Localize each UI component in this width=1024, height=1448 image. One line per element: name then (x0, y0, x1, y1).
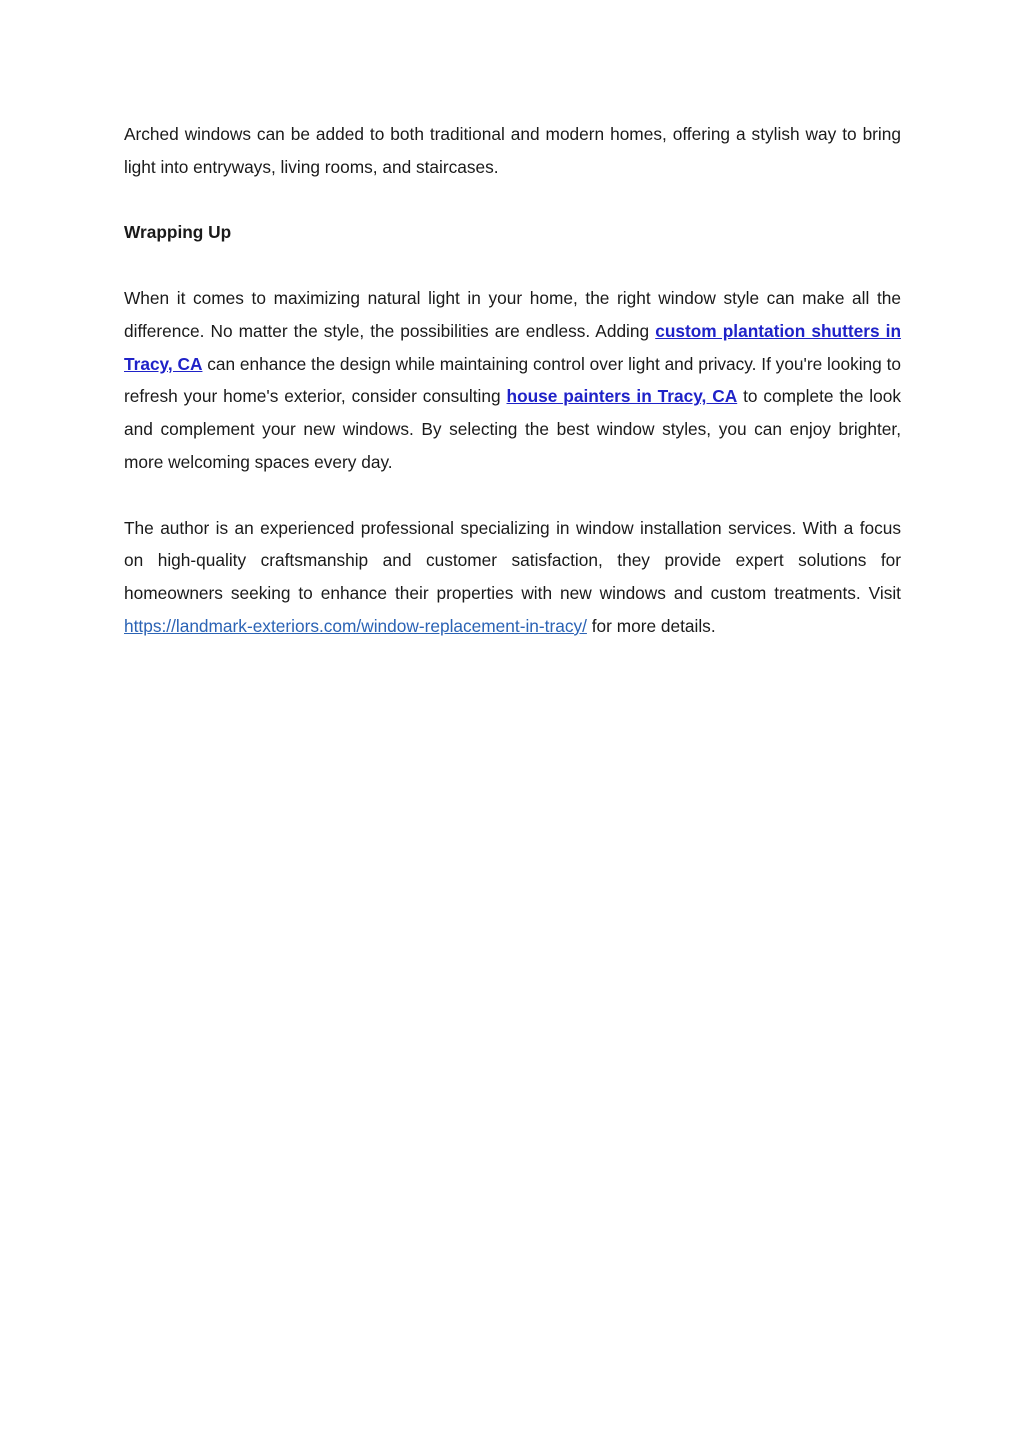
plantation-shutters-link[interactable]: custom plantation shutters in Tracy, CA (124, 320, 901, 374)
author-paragraph (124, 512, 901, 643)
conclusion-text-3: to complete the look and complement your new windows. By selecting the best window styles, you can enjoy brighter, more welcoming spaces every day. (124, 386, 901, 472)
author-text-1: The author is an experienced professional specializing in window installation services. With a focus on high-quality craftsmanship and customer satisfaction, they provide expert solutions for homeowners seeking to enhance their properties with new windows and custom treatments. Visit (124, 517, 901, 604)
conclusion-text-1: When it comes to maximizing natural light in your home, the right window style can make all the difference. No matter the style, the possibilities are endless. Adding (124, 287, 901, 341)
intro-text: Arched windows can be added to both traditional and modern homes, offering a stylish way to bring light into entryways, living rooms, and staircases. (124, 124, 901, 177)
paragraph-gap (124, 479, 901, 512)
document-body (124, 118, 901, 643)
intro-paragraph (124, 118, 901, 184)
conclusion-paragraph (124, 282, 901, 479)
author-text-2: for more details. (586, 615, 716, 636)
house-painters-link[interactable]: house painters in Tracy, CA (506, 386, 738, 407)
section-heading: Wrapping Up (124, 222, 232, 243)
paragraph-gap (124, 249, 901, 282)
paragraph-gap (124, 184, 901, 217)
window-replacement-url-link[interactable]: https://landmark-exteriors.com/window-replacement-in-tracy/ (124, 615, 587, 636)
conclusion-text-2: can enhance the design while maintaining control over light and privacy. If you're looking to refresh your home's exterior, consider consulting (124, 353, 901, 407)
